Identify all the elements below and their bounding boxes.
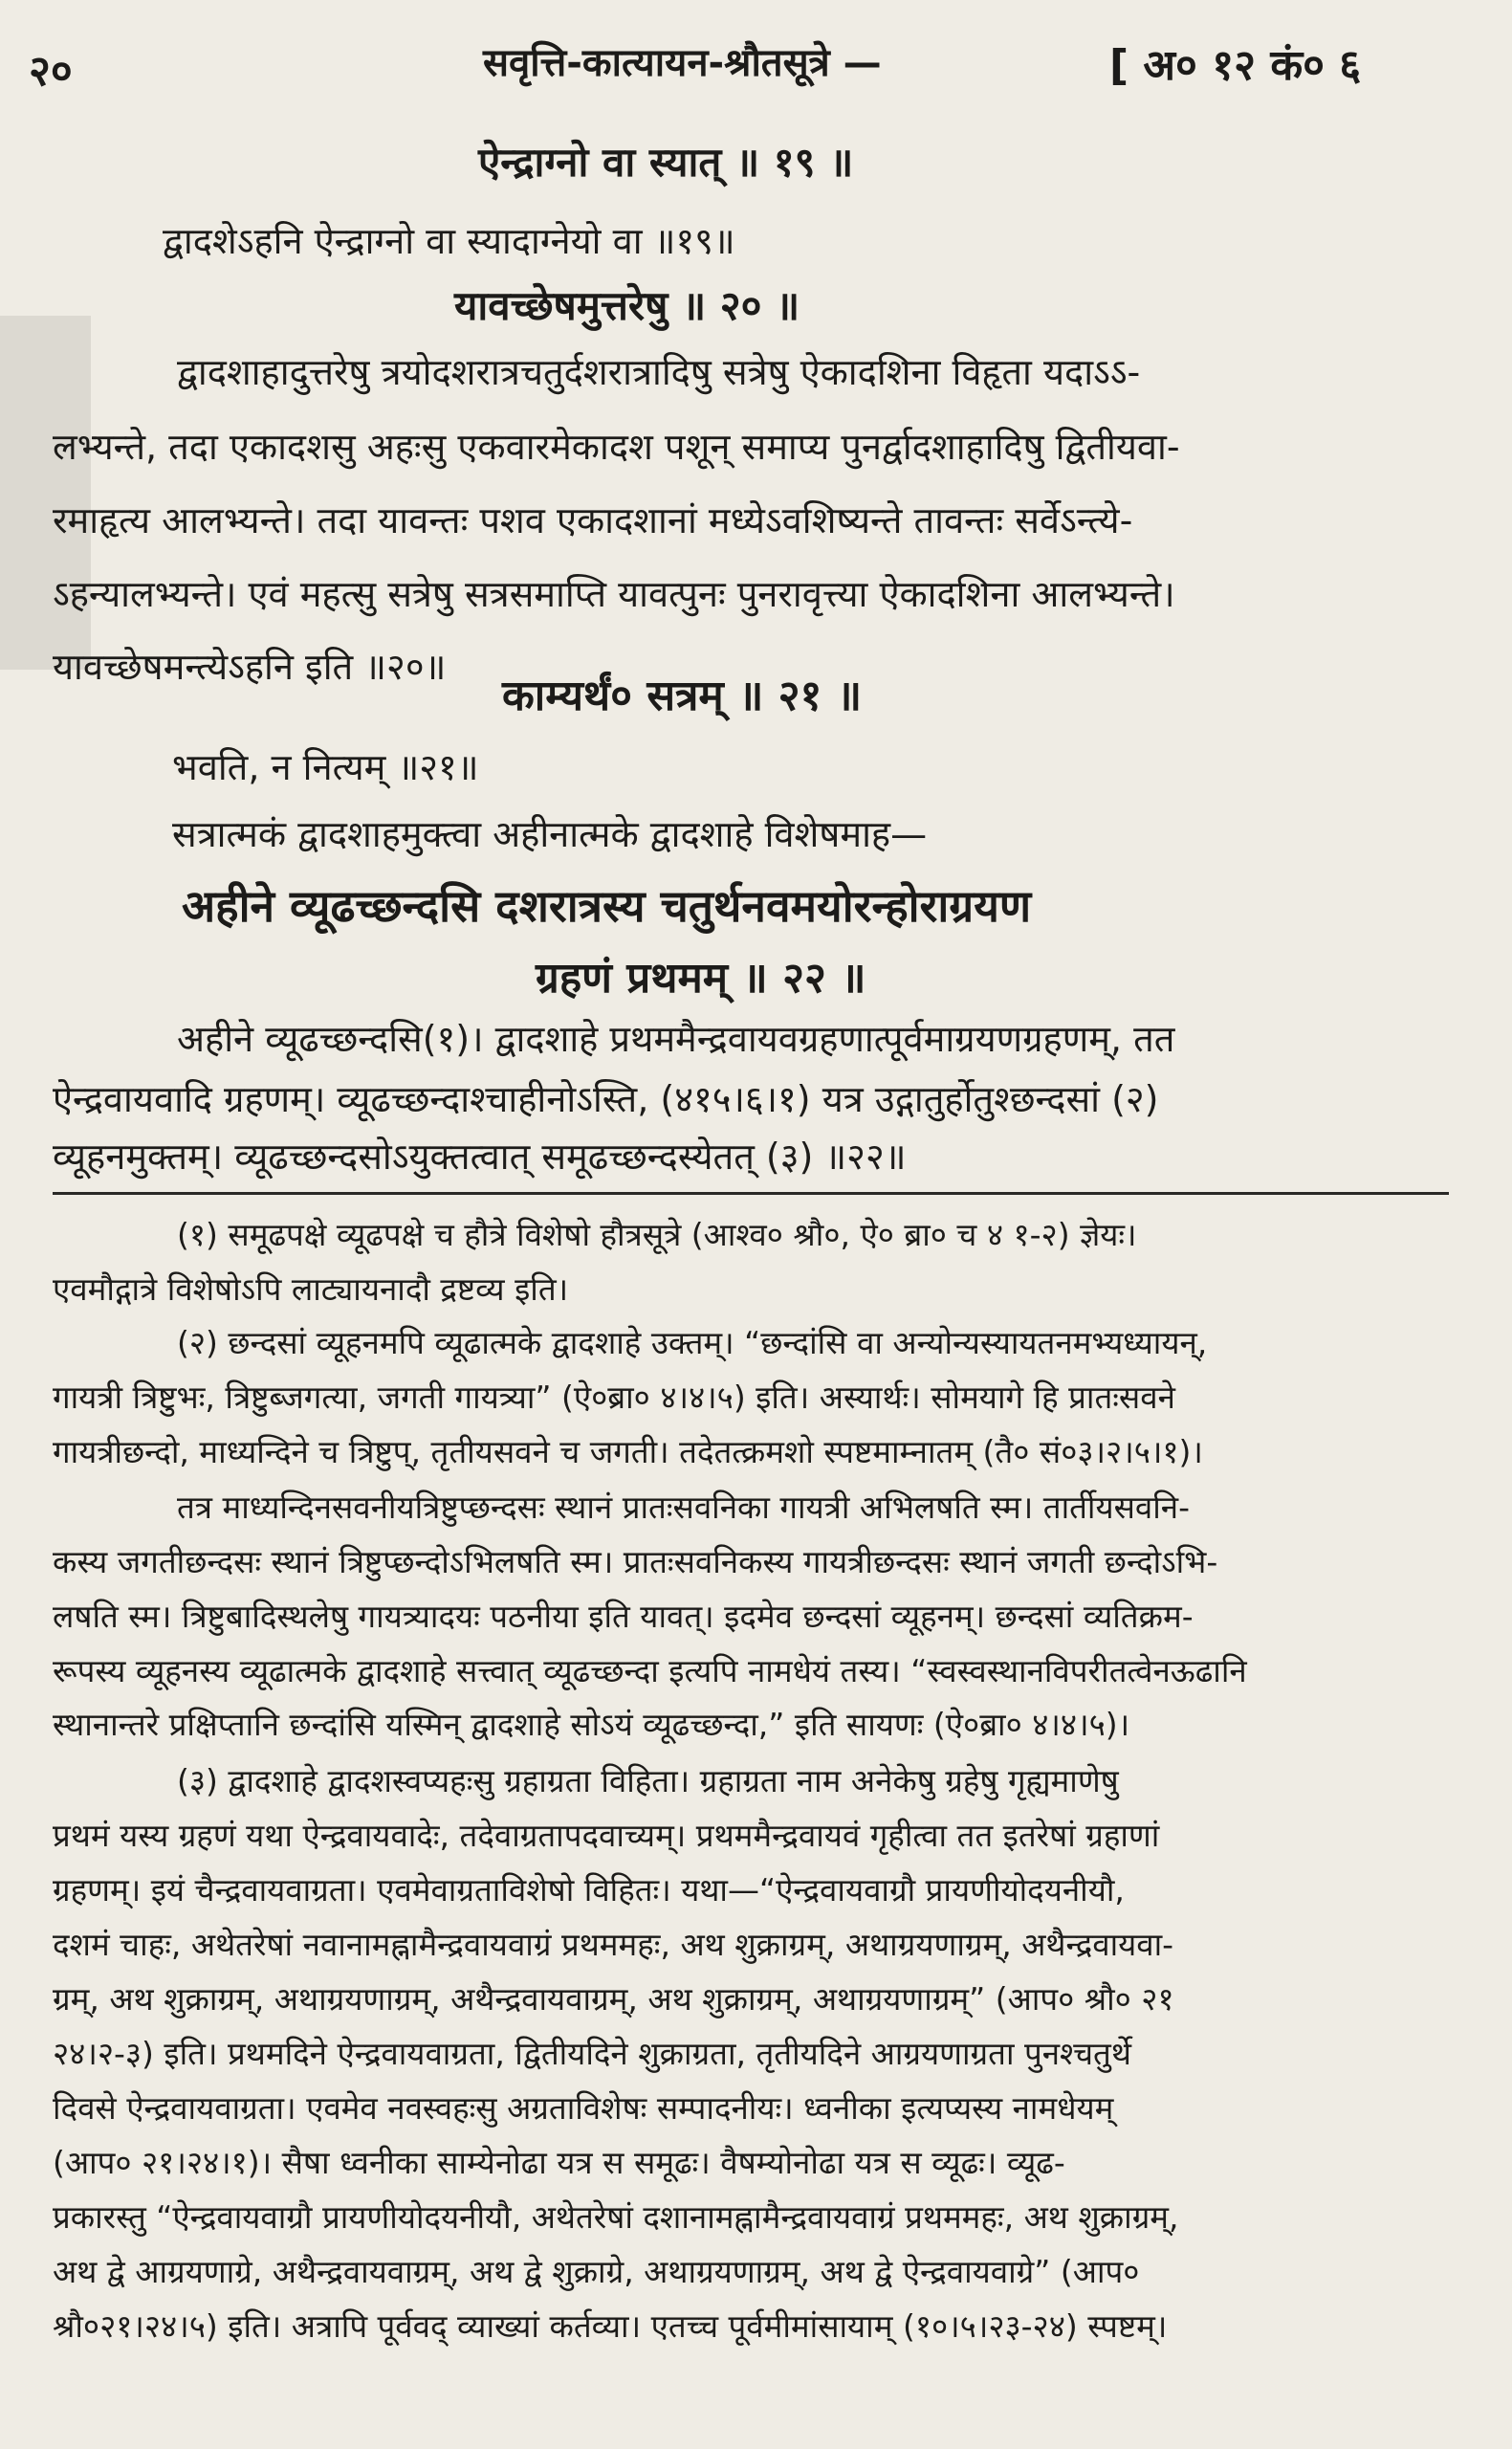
commentary-19: द्वादशेऽहनि ऐन्द्राग्नो वा स्यादाग्नेयो वा ॥१९॥ [163,220,735,262]
footnote-2-line: (२) छन्दसां व्यूहनमपि व्यूढात्मके द्वादशाहे उक्तम्। “छन्दांसि वा अन्योन्यस्यायतनमभ्यध्यायन्, [177,1324,1208,1361]
footnote-2-line: लषति स्म। त्रिष्टुबादिस्थलेषु गायत्र्यादयः पठनीया इति यावत्। इदमेव छन्दसां व्यूहनम्। छन्दसां व्यतिक्रम- [53,1598,1194,1635]
commentary-22-line: व्यूहनमुक्तम्। व्यूढच्छन्दसोऽयुक्तत्वात् समूढच्छन्दस्येतत् (३) ॥२२॥ [53,1136,907,1178]
intro-22: सत्रात्मकं द्वादशाहमुक्त्वा अहीनात्मके द्वादशाहे विशेषमाह— [172,813,928,855]
commentary-20-line: द्वादशाहादुत्तरेषु त्रयोदशरात्रचतुर्दशरात्रादिषु सत्रेषु ऐकादशिना विहृता यदाऽऽ- [177,351,1141,393]
footnote-3-line: श्रौ०२१।२४।५) इति। अत्रापि पूर्ववद् व्याख्यां कर्तव्या। एतच्च पूर्वमीमांसायाम् (१०।५।२३-२४) स्पष्टम्। [53,2307,1168,2345]
footnote-3-line: (३) द्वादशाहे द्वादशस्वप्यहःसु ग्रहाग्रता विहिता। ग्रहाग्रता नाम अनेकेषु ग्रहेषु गृह्यमाणेषु [177,1762,1119,1799]
footnote-2-line: स्थानान्तरे प्रक्षिप्तानि छन्दांसि यस्मिन् द्वादशाहे सोऽयं व्यूढच्छन्दा,” इति सायणः (ऐ०ब्रा० ४।४।५)। [53,1706,1130,1743]
footnote-3-line: ग्रम्, अथ शुक्राग्रम्, अथाग्रयणाग्रम्, अथैन्द्रवायवाग्रम्, अथ शुक्राग्रम्, अथाग्रयणाग्रम्” (आप० श्रौ० २१ [53,1980,1174,2018]
footnote-3-line: अथ द्वे आग्रयणाग्रे, अथैन्द्रवायवाग्रम्, अथ द्वे शुक्राग्रे, अथाग्रयणाग्रम्, अथ द्वे ऐन्द्रवायवाग्रे” (आप० [53,2253,1140,2290]
sutra-21: काम्यर्थं० सत्रम् ॥ २१ ॥ [502,672,863,720]
commentary-20-line: ऽहन्यालभ्यन्ते। एवं महत्सु सत्रेषु सत्रसमाप्ति यावत्पुनः पुनरावृत्त्या ऐकादशिना आलभ्यन्ते। [53,573,1175,615]
footnote-3-line: दशमं चाहः, अथेतरेषां नवानामह्नामैन्द्रवायवाग्रं प्रथममहः, अथ शुक्राग्रम्, अथाग्रयणाग्रम्, अथैन्द्रवायवा- [53,1926,1174,1963]
commentary-22-line: अहीने व्यूढच्छन्दसि(१)। द्वादशाहे प्रथममैन्द्रवायवग्रहणात्पूर्वमाग्रयणग्रहणम्, तत [177,1018,1175,1060]
footnote-divider [53,1192,1449,1195]
footnote-2-line: रूपस्य व्यूहनस्य व्यूढात्मके द्वादशाहे सत्त्वात् व्यूढच्छन्दा इत्यपि नामधेयं तस्य। “स्वस्वस्थानविपरीतत्वेनऊढानि [53,1652,1247,1689]
sutra-19: ऐन्द्राग्नो वा स्यात् ॥ १९ ॥ [478,139,854,186]
footnote-3-line: ग्रहणम्। इयं चैन्द्रवायवाग्रता। एवमेवाग्रताविशेषो विहितः। यथा—“ऐन्द्रवायवाग्रौ प्रायणीयोदयनीयौ, [53,1871,1125,1908]
sutra-22-line-2: ग्रहणं प्रथमम् ॥ २२ ॥ [536,954,866,1003]
footnote-2-line: गायत्री त्रिष्टुभः, त्रिष्टुब्जगत्या, जगती गायत्र्या” (ऐ०ब्रा० ४।४।५) इति। अस्यार्थः। सोमयागे हि प्रातःसवने [53,1379,1175,1416]
sutra-22-line-1: अहीने व्यूढच्छन्दसि दशरात्रस्य चतुर्थनवमयोरन्होराग्रयण [182,880,1032,932]
footnote-1-line: एवमौद्गात्रे विशेषोऽपि लाट्यायनादौ द्रष्टव्य इति। [53,1270,569,1308]
footnote-2-line: गायत्रीछन्दो, माध्यन्दिने च त्रिष्टुप्, तृतीयसवने च जगती। तदेतत्क्रमशो स्पष्टमाम्नातम् (तै० सं०३।२।५।१)। [53,1433,1203,1470]
footnote-1-line: (१) समूढपक्षे व्यूढपक्षे च हौत्रे विशेषो हौत्रसूत्रे (आश्व० श्रौ०, ऐ० ब्रा० च ४ १-२) ज्ञेयः। [177,1216,1137,1253]
footnote-3-line: (आप० २१।२४।१)। सैषा ध्वनीका साम्येनोढा यत्र स समूढः। वैषम्योनोढा यत्र स व्यूढः। व्यूढ- [53,2144,1065,2181]
footnote-3-line: प्रथमं यस्य ग्रहणं यथा ऐन्द्रवायवादेः, तदेवाग्रतापदवाच्यम्। प्रथममैन्द्रवायवं गृहीत्वा तत इतरेषां ग्रहाणां [53,1817,1160,1854]
footnote-3-line: दिवसे ऐन्द्रवायवाग्रता। एवमेव नवस्वहःसु अग्रताविशेषः सम्पादनीयः। ध्वनीका इत्यप्यस्य नामधेयम् [53,2089,1114,2127]
footnote-3-line: २४।२-३) इति। प्रथमदिने ऐन्द्रवायवाग्रता, द्वितीयदिने शुक्राग्रता, तृतीयदिने आग्रयणाग्रता पुनश्चतुर्थे [53,2035,1131,2072]
footnote-3-line: प्रकारस्तु “ऐन्द्रवायवाग्रौ प्रायणीयोदयनीयौ, अथेतरेषां दशानामह्नामैन्द्रवायवाग्रं प्रथममहः, अथ शुक्राग्रम्, [53,2198,1179,2236]
commentary-20-line: रमाहृत्य आलभ्यन्ते। तदा यावन्तः पशव एकादशानां मध्येऽवशिष्यन्ते तावन्तः सर्वेऽन्त्ये- [53,499,1133,541]
commentary-20-line: यावच्छेषमन्त्येऽहनि इति ॥२०॥ [53,646,447,688]
footnote-2-line: कस्य जगतीछन्दसः स्थानं त्रिष्टुप्छन्दोऽभिलषति स्म। प्रातःसवनिकस्य गायत्रीछन्दसः स्थानं जगती छन्दोऽभि- [53,1543,1218,1580]
commentary-20-line: लभ्यन्ते, तदा एकादशसु अहःसु एकवारमेकादश पशून् समाप्य पुनर्द्वादशाहादिषु द्वितीयवा- [53,426,1180,468]
page-number: २० [29,47,73,96]
footnote-2-line: तत्र माध्यन्दिनसवनीयत्रिष्टुप्छन्दसः स्थानं प्रातःसवनिका गायत्री अभिलषति स्म। तार्तीयसवनि- [177,1489,1191,1526]
commentary-22-line: ऐन्द्रवायवादि ग्रहणम्। व्यूढच्छन्दाश्चाहीनोऽस्ति, (४१५।६।१) यत्र उद्गातुर्होतुश्छन्दसां (२) [53,1078,1159,1120]
sutra-20: यावच्छेषमुत्तरेषु ॥ २० ॥ [454,282,800,329]
section-reference: [ अ० १२ कं० ६ [1109,41,1362,90]
commentary-21: भवति, न नित्यम् ॥२१॥ [172,746,479,788]
running-title: सवृत्ति-कात्यायन-श्रौतसूत्रे — [483,41,882,85]
